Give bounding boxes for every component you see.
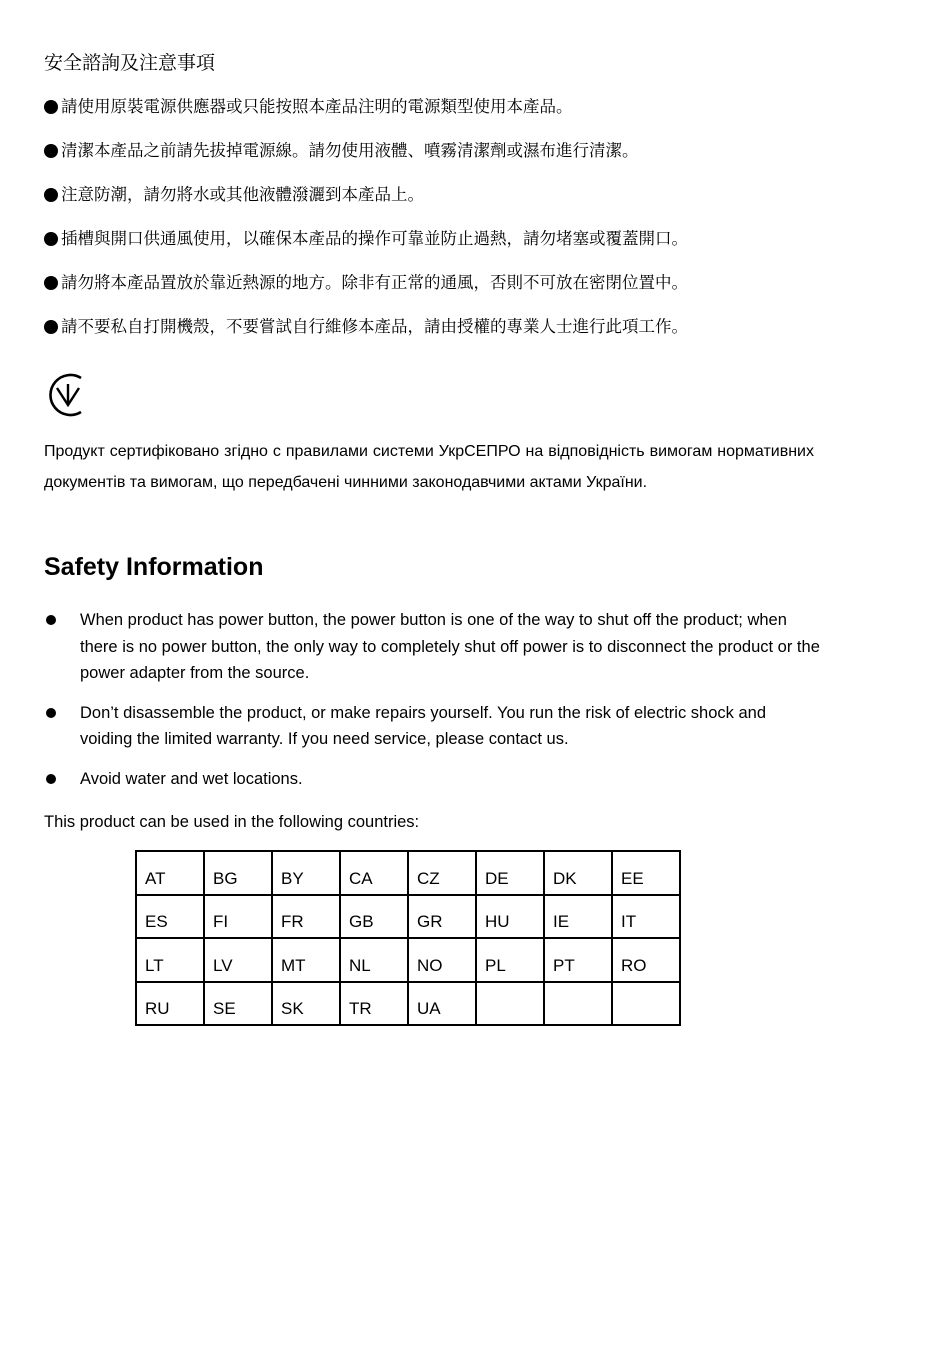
safety-information-title: Safety Information — [44, 553, 264, 581]
table-row — [136, 982, 680, 1026]
country-cell: SK — [272, 982, 340, 1026]
country-cell: UA — [408, 982, 476, 1026]
country-cell: PT — [544, 938, 612, 982]
safety-item-text: When product has power button, the power button is one of the way to shut off the product; when there is no power button, the only way to completely shut off power is to disconnect the product or the power adapter from the source. — [80, 611, 820, 682]
country-cell: MT — [272, 938, 340, 982]
zh-safety-item-text: 請不要私自打開機殼，不要嘗試自行維修本產品，請由授權的專業人士進行此項工作。 — [61, 317, 688, 336]
country-cell: AT — [136, 851, 204, 895]
bullet-icon — [44, 144, 58, 158]
safety-item — [44, 766, 820, 793]
country-cell: GR — [408, 895, 476, 939]
zh-safety-item-text: 插槽與開口供通風使用，以確保本產品的操作可靠並防止過熱，請勿堵塞或覆蓋開口。 — [61, 229, 688, 248]
country-cell: FR — [272, 895, 340, 939]
country-cell: IT — [612, 895, 680, 939]
zh-safety-item — [44, 138, 688, 182]
country-cell: SE — [204, 982, 272, 1026]
bullet-icon — [44, 188, 58, 202]
bullet-icon — [46, 708, 56, 718]
bullet-icon — [44, 276, 58, 290]
zh-safety-list — [44, 94, 688, 358]
table-row — [136, 938, 680, 982]
country-cell: TR — [340, 982, 408, 1026]
countries-intro: This product can be used in the following countries: — [44, 813, 420, 831]
ukrsepro-mark-icon — [43, 371, 89, 419]
countries-table — [135, 850, 681, 1026]
bullet-icon — [46, 615, 56, 625]
zh-safety-title: 安全諮詢及注意事項 — [44, 52, 216, 74]
zh-safety-item-text: 注意防潮，請勿將水或其他液體潑灑到本產品上。 — [61, 185, 424, 204]
country-cell: DK — [544, 851, 612, 895]
country-cell: RU — [136, 982, 204, 1026]
bullet-icon — [44, 232, 58, 246]
country-cell — [476, 982, 544, 1026]
country-cell: CA — [340, 851, 408, 895]
safety-item-text: Avoid water and wet locations. — [80, 769, 303, 788]
country-cell: IE — [544, 895, 612, 939]
country-cell: RO — [612, 938, 680, 982]
country-cell: ES — [136, 895, 204, 939]
country-cell: HU — [476, 895, 544, 939]
country-cell: BG — [204, 851, 272, 895]
country-cell — [544, 982, 612, 1026]
zh-safety-item — [44, 182, 688, 226]
country-cell: DE — [476, 851, 544, 895]
country-cell: LV — [204, 938, 272, 982]
country-cell: EE — [612, 851, 680, 895]
safety-information-list — [44, 607, 820, 805]
ukrsepro-certification-text: Продукт сертифіковано згідно с правилами системи УкрСЕПРО на відповідність вимогам нормативних документів та вимогам, що передбачені чинними законодавчими актами України. — [44, 443, 814, 491]
zh-safety-item-text: 請勿將本產品置放於靠近熱源的地方。除非有正常的通風，否則不可放在密閉位置中。 — [61, 273, 688, 292]
country-cell: FI — [204, 895, 272, 939]
table-row — [136, 895, 680, 939]
safety-item-text: Don’t disassemble the product, or make repairs yourself. You run the risk of electric shock and voiding the limited warranty. If you need service, please contact us. — [80, 703, 767, 748]
bullet-icon — [46, 774, 56, 784]
zh-safety-item — [44, 226, 688, 270]
country-cell: CZ — [408, 851, 476, 895]
safety-item — [44, 607, 820, 687]
zh-safety-item — [44, 314, 688, 358]
safety-item — [44, 700, 820, 753]
bullet-icon — [44, 320, 58, 334]
country-cell: BY — [272, 851, 340, 895]
country-cell: NL — [340, 938, 408, 982]
zh-safety-item — [44, 94, 688, 138]
country-cell — [612, 982, 680, 1026]
table-row — [136, 851, 680, 895]
country-cell: PL — [476, 938, 544, 982]
zh-safety-item-text: 清潔本產品之前請先拔掉電源線。請勿使用液體、噴霧清潔劑或濕布進行清潔。 — [61, 141, 639, 160]
zh-safety-item-text: 請使用原裝電源供應器或只能按照本產品注明的電源類型使用本產品。 — [61, 97, 573, 116]
zh-safety-item — [44, 270, 688, 314]
bullet-icon — [44, 100, 58, 114]
country-cell: GB — [340, 895, 408, 939]
country-cell: LT — [136, 938, 204, 982]
country-cell: NO — [408, 938, 476, 982]
